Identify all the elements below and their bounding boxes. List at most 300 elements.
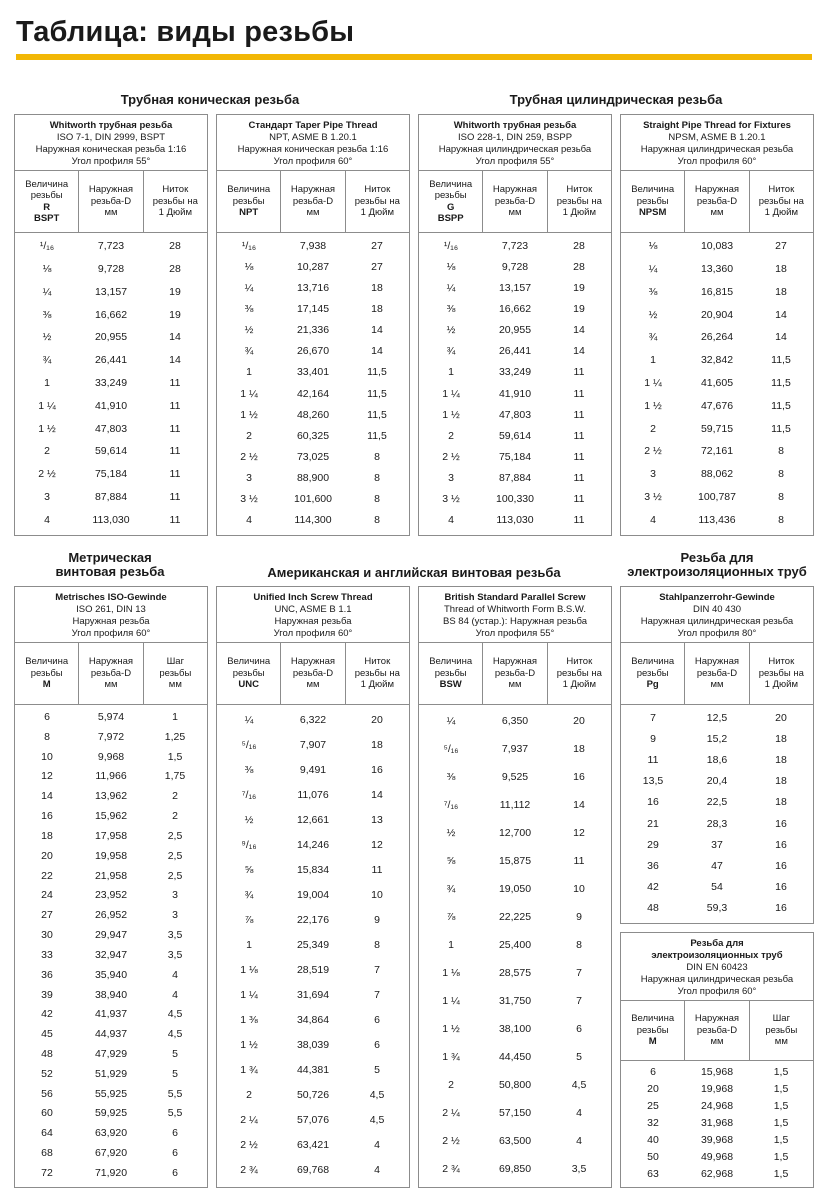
column-header-line: Величина [25, 656, 69, 668]
table-cell: 11,966 [95, 770, 127, 783]
column-header-line: Величина [25, 178, 69, 190]
table-cell: 29,947 [94, 929, 128, 942]
table-cell: 1 [448, 366, 454, 379]
table-cell: 25,349 [296, 938, 330, 951]
table-body [217, 233, 409, 533]
table-cell: 41,605 [700, 376, 734, 389]
table-cell: ⅝ [244, 863, 254, 876]
table-row [621, 263, 813, 275]
table-cell: 16,662 [94, 308, 128, 321]
table-cell: 3 [44, 490, 50, 503]
column-header-line: резьбы [636, 667, 669, 679]
table-cell: 41,910 [498, 387, 532, 400]
table-cell: ⅛ [446, 260, 456, 273]
column-header-line: Величина [631, 184, 675, 196]
column-header-line: 1 Дюйм [764, 207, 798, 219]
table-header-line: Whitworth трубная резьба [453, 120, 577, 131]
table-cell: 36 [647, 859, 659, 872]
table-cell: 11 [169, 468, 181, 481]
table-row [217, 366, 409, 378]
table-cell: 1 [246, 366, 252, 379]
table-cell: 11 [169, 445, 181, 458]
table-header-line: ISO 228-1, DIN 259, BSPP [457, 132, 573, 143]
table-row [217, 739, 409, 751]
title-rule [16, 54, 812, 60]
table-cell: 5,974 [97, 710, 125, 723]
table-cell: 11 [647, 753, 659, 766]
table-cell: 47 [711, 859, 723, 872]
table-cell: 15,962 [94, 810, 128, 823]
table-row [419, 883, 611, 895]
table-cell: 33 [41, 948, 53, 961]
table-cell: 6 [650, 1065, 656, 1078]
table-cell: 1 [650, 354, 656, 367]
column-header-line: резьба-D [494, 667, 536, 679]
table-cell: 51,929 [94, 1067, 128, 1080]
table-row [217, 240, 409, 252]
table-row [621, 1151, 813, 1163]
column-header-line: резьбы [434, 190, 467, 201]
table-cell: ⅜ [42, 308, 52, 321]
table-cell: 19 [169, 285, 181, 298]
table-row [419, 493, 611, 505]
table-header-line: Угол профиля 80° [677, 628, 757, 639]
table-header-line: Угол профиля 55° [475, 628, 555, 639]
column-header-line: 1 Дюйм [158, 207, 192, 219]
table-cell: ¾ [42, 354, 52, 367]
column-header [750, 643, 813, 704]
column-header-line: резьбы [30, 667, 63, 679]
table-cell: 44,381 [296, 1064, 330, 1077]
column-header [281, 643, 345, 704]
table-header-line: British Standard Parallel Screw [444, 592, 586, 603]
table-cell: 1 [448, 939, 454, 951]
table-cell: 10,083 [700, 240, 734, 253]
table-row [15, 929, 207, 941]
column-headers [419, 643, 611, 705]
column-headers [621, 171, 813, 233]
column-header-line: мм [710, 1036, 724, 1048]
table-cell: 63 [647, 1168, 659, 1181]
table-row [217, 714, 409, 726]
table-cell: 26,952 [94, 909, 128, 922]
table-cell: 4 [172, 988, 178, 1001]
table-row [217, 889, 409, 901]
table-cell: 16 [371, 763, 383, 776]
table-cell: 9,491 [299, 763, 327, 776]
table-row [15, 423, 207, 435]
table-cell: 8 [778, 445, 784, 458]
table-cell: ¼ [648, 263, 658, 276]
table-cell: 16 [775, 881, 787, 894]
table-header-line: Угол профиля 55° [475, 156, 555, 167]
column-header [750, 1001, 813, 1060]
table-cell: 2 ½ [240, 450, 258, 463]
section-title-metric-line2: винтовая резьба [55, 564, 165, 579]
column-header-line: резьбы на [152, 195, 198, 207]
table-cell: 13,157 [94, 285, 128, 298]
table-row [15, 1048, 207, 1060]
table-cell: 8 [374, 938, 380, 951]
table-metric [14, 586, 208, 1188]
table-row [419, 911, 611, 923]
table-bspt [14, 114, 208, 536]
table-header-line: Угол профиля 60° [273, 628, 353, 639]
table-cell: ⅜ [244, 763, 254, 776]
table-cell: 62,968 [700, 1168, 734, 1181]
column-header-line: мм [104, 679, 118, 691]
table-cell: ⅜ [446, 302, 456, 315]
table-cell: 1 ¼ [240, 989, 258, 1002]
table-cell: 4,5 [369, 1114, 385, 1127]
table-cell: ⁵/₁₆ [443, 743, 459, 755]
table-cell: 1,5 [773, 1099, 789, 1112]
column-header [346, 643, 409, 704]
table-cell: 71,920 [94, 1166, 128, 1179]
table-row [419, 409, 611, 421]
column-header-line: Ниток [768, 656, 795, 668]
table-cell: 27 [775, 240, 787, 253]
table-row [15, 331, 207, 343]
column-header-line: мм [710, 207, 724, 219]
table-cell: 20,955 [498, 324, 532, 337]
table-cell: 14 [775, 331, 787, 344]
table-en60423 [620, 932, 814, 1188]
table-cell: 11 [169, 422, 181, 435]
table-row [217, 764, 409, 776]
table-cell: 63,500 [498, 1135, 532, 1147]
table-cell: 2 [246, 429, 252, 442]
table-cell: 57,076 [296, 1114, 330, 1127]
table-row [15, 790, 207, 802]
table-cell: ¹/₁₆ [241, 239, 257, 252]
table-row [419, 939, 611, 951]
table-header [621, 933, 813, 1001]
column-header-line: BSW [439, 679, 462, 691]
table-cell: 14 [371, 345, 383, 358]
table-cell: 38,100 [498, 1023, 532, 1035]
table-cell: 26,441 [498, 345, 532, 358]
table-row [15, 491, 207, 503]
table-row [15, 850, 207, 862]
table-row [419, 324, 611, 336]
table-cell: 9 [650, 732, 656, 745]
table-header-line: Наружная резьба [72, 616, 150, 627]
table-cell: 113,436 [698, 513, 736, 526]
table-cell: 1,5 [773, 1134, 789, 1147]
table-cell: ⁵/₁₆ [241, 738, 257, 751]
table-header [217, 115, 409, 171]
table-cell: ¾ [244, 345, 254, 358]
table-cell: 12 [41, 770, 53, 783]
table-row [217, 324, 409, 336]
column-header [79, 171, 143, 232]
column-headers [15, 643, 207, 705]
table-cell: 101,600 [294, 493, 332, 506]
table-cell: 29 [647, 838, 659, 851]
table-cell: 22,176 [296, 913, 330, 926]
table-cell: 54 [711, 881, 723, 894]
column-header-line: R [43, 201, 51, 213]
table-cell: 19,004 [296, 888, 330, 901]
table-cell: 59,614 [94, 445, 128, 458]
table-header-line: Резьба для [690, 938, 744, 949]
column-header-line: Ниток [162, 184, 189, 196]
table-cell: 16,662 [498, 302, 532, 315]
column-header-line: Наружная [88, 184, 134, 196]
table-cell: 6 [44, 710, 50, 723]
table-cell: 18 [573, 743, 585, 755]
table-body [621, 705, 813, 921]
table-npsm [620, 114, 814, 536]
table-header-line: BS 84 (устар.): Наружная резьба [443, 616, 587, 627]
column-header [685, 171, 749, 232]
table-cell: 18 [41, 829, 53, 842]
table-cell: 2 [172, 810, 178, 823]
table-header [15, 587, 207, 643]
table-header [621, 587, 813, 643]
table-cell: 114,300 [294, 514, 332, 527]
table-cell: 3 ½ [240, 493, 258, 506]
column-header [548, 643, 611, 704]
table-row [419, 995, 611, 1007]
table-cell: 2,5 [167, 849, 183, 862]
table-cell: 59,925 [94, 1107, 128, 1120]
column-header [144, 643, 207, 704]
table-cell: 10 [41, 750, 53, 763]
column-header-line: резьба-D [696, 1024, 738, 1036]
column-headers [217, 643, 409, 705]
table-cell: 11 [573, 855, 585, 867]
table-header-line: Наружная коническая резьба 1:16 [237, 144, 389, 155]
table-cell: 25 [647, 1099, 659, 1112]
table-cell: ⅜ [244, 302, 254, 315]
table-cell: 1 ¼ [38, 399, 56, 412]
table-cell: 4,5 [369, 1089, 385, 1102]
table-row [621, 468, 813, 480]
table-cell: 20 [775, 711, 787, 724]
table-row [621, 309, 813, 321]
table-cell: ¼ [42, 285, 52, 298]
table-cell: 1 ½ [240, 408, 258, 421]
table-row [15, 1167, 207, 1179]
table-cell: 9,728 [97, 263, 125, 276]
table-row [621, 286, 813, 298]
table-cell: 15,875 [498, 855, 532, 867]
table-cell: 14 [169, 331, 181, 344]
column-header [483, 171, 547, 232]
table-header [419, 115, 611, 171]
table-cell: 63,421 [296, 1139, 330, 1152]
table-cell: 4 [576, 1135, 582, 1147]
table-cell: 56 [41, 1087, 53, 1100]
column-header-line: M [648, 1036, 657, 1048]
table-cell: 1 ¼ [644, 376, 662, 389]
table-cell: 11,5 [367, 387, 387, 400]
table-row [621, 377, 813, 389]
table-cell: 12,661 [296, 813, 330, 826]
table-cell: 32 [647, 1116, 659, 1129]
table-row [15, 1028, 207, 1040]
table-cell: 22,5 [706, 796, 728, 809]
table-row [15, 1008, 207, 1020]
table-cell: 19,050 [498, 883, 532, 895]
table-cell: 2 ¼ [240, 1114, 258, 1127]
table-row [419, 967, 611, 979]
table-cell: 12,5 [706, 711, 728, 724]
table-cell: 1 ½ [644, 399, 662, 412]
table-row [419, 799, 611, 811]
table-cell: ½ [244, 813, 254, 826]
table-cell: 5 [576, 1051, 582, 1063]
column-header-line: резьбы [232, 667, 265, 679]
table-cell: 1,5 [773, 1168, 789, 1181]
table-cell: 19,958 [94, 849, 128, 862]
table-cell: 35,940 [94, 968, 128, 981]
column-header-line: 1 Дюйм [562, 679, 596, 691]
column-header [346, 171, 409, 232]
table-cell: 1,5 [773, 1116, 789, 1129]
table-cell: 88,062 [700, 468, 734, 481]
column-header-line: резьба-D [292, 195, 334, 207]
table-header-line: DIN EN 60423 [686, 962, 748, 973]
table-cell: 59,614 [498, 429, 532, 442]
table-cell: 13,962 [94, 790, 128, 803]
table-cell: 22,225 [498, 911, 532, 923]
column-header-line: резьба-D [90, 667, 132, 679]
table-cell: 11,112 [499, 799, 531, 811]
column-header-line: резьбы [434, 667, 467, 679]
table-cell: ⅛ [42, 263, 52, 276]
table-cell: 7,972 [97, 730, 125, 743]
table-header [621, 115, 813, 171]
table-cell: 11 [573, 472, 585, 485]
table-row [419, 743, 611, 755]
table-cell: 39,968 [700, 1134, 734, 1147]
table-row [15, 989, 207, 1001]
table-cell: 14 [41, 790, 53, 803]
table-cell: 11,076 [297, 788, 329, 801]
table-cell: 69,850 [498, 1163, 532, 1175]
table-cell: 11 [573, 429, 585, 442]
column-header-line: Наружная [694, 1013, 740, 1025]
table-cell: 37 [711, 838, 723, 851]
table-header-line: Стандарт Taper Pipe Thread [248, 120, 378, 131]
table-row [217, 1114, 409, 1126]
column-header-line: Величина [631, 656, 675, 668]
table-cell: 2 ½ [442, 1135, 460, 1147]
table-cell: 8 [778, 513, 784, 526]
column-header-line: UNC [238, 679, 259, 691]
table-cell: 1 [246, 938, 252, 951]
table-cell: 17,958 [94, 829, 128, 842]
table-row [217, 839, 409, 851]
table-row [15, 286, 207, 298]
section-title-electro-line1: Резьба для [680, 550, 754, 565]
table-row [419, 1163, 611, 1175]
table-cell: 1 [172, 710, 178, 723]
table-row [419, 771, 611, 783]
table-header-line: Наружная резьба [274, 616, 352, 627]
table-cell: 20,955 [94, 331, 128, 344]
table-body [621, 1061, 813, 1185]
table-cell: 13,157 [498, 281, 532, 294]
table-row [15, 1127, 207, 1139]
table-cell: 11 [169, 376, 181, 389]
table-cell: 11 [573, 366, 585, 379]
table-cell: 5 [172, 1047, 178, 1060]
column-header-line: Наружная [694, 184, 740, 196]
table-cell: 5 [374, 1064, 380, 1077]
table-cell: 18 [775, 285, 787, 298]
table-cell: 2 ½ [240, 1139, 258, 1152]
table-cell: 15,2 [706, 732, 728, 745]
table-cell: ⅛ [244, 260, 254, 273]
table-cell: 16 [41, 810, 53, 823]
table-body [419, 233, 611, 533]
column-header-line: мм [508, 207, 522, 219]
column-header [483, 643, 547, 704]
table-row [15, 240, 207, 252]
table-row [621, 423, 813, 435]
table-cell: 3 [172, 889, 178, 902]
table-cell: 60,325 [296, 429, 330, 442]
table-row [15, 400, 207, 412]
table-row [419, 827, 611, 839]
table-row [217, 345, 409, 357]
column-header-line: мм [508, 679, 522, 691]
table-cell: 25,400 [498, 939, 532, 951]
table-cell: 1 ¾ [240, 1064, 258, 1077]
table-cell: ¼ [244, 281, 254, 294]
table-cell: 59,3 [706, 902, 728, 915]
table-cell: 41,910 [94, 399, 128, 412]
table-cell: 4 [44, 513, 50, 526]
table-cell: 32,842 [700, 354, 734, 367]
table-cell: 3 ½ [442, 493, 460, 506]
table-header [419, 587, 611, 643]
table-cell: 3,5 [571, 1163, 587, 1175]
table-cell: ⅞ [244, 913, 254, 926]
column-header-line: Ниток [364, 184, 391, 196]
table-header-line: Угол профиля 55° [71, 156, 151, 167]
table-cell: 14 [573, 799, 585, 811]
column-header-line: мм [306, 679, 320, 691]
table-cell: 8 [374, 514, 380, 527]
table-cell: 2 [44, 445, 50, 458]
column-header-line: мм [710, 679, 724, 691]
column-header [79, 643, 143, 704]
table-cell: 4 [246, 514, 252, 527]
table-cell: 88,900 [296, 472, 330, 485]
column-header-line: 1 Дюйм [562, 207, 596, 219]
table-cell: 16 [775, 817, 787, 830]
column-header-line: мм [104, 207, 118, 219]
table-row [621, 754, 813, 766]
table-cell: 1,5 [773, 1151, 789, 1164]
table-cell: 1 ¼ [442, 995, 460, 1007]
table-row [15, 377, 207, 389]
table-header [217, 587, 409, 643]
table-cell: 3 [650, 468, 656, 481]
table-cell: 26,264 [700, 331, 734, 344]
column-header-line: резьбы на [354, 667, 400, 679]
table-cell: 4,5 [167, 1008, 183, 1021]
table-cell: 4 [374, 1164, 380, 1177]
column-header-line: NPT [239, 207, 259, 219]
table-row [217, 1064, 409, 1076]
table-cell: 11,5 [771, 422, 791, 435]
